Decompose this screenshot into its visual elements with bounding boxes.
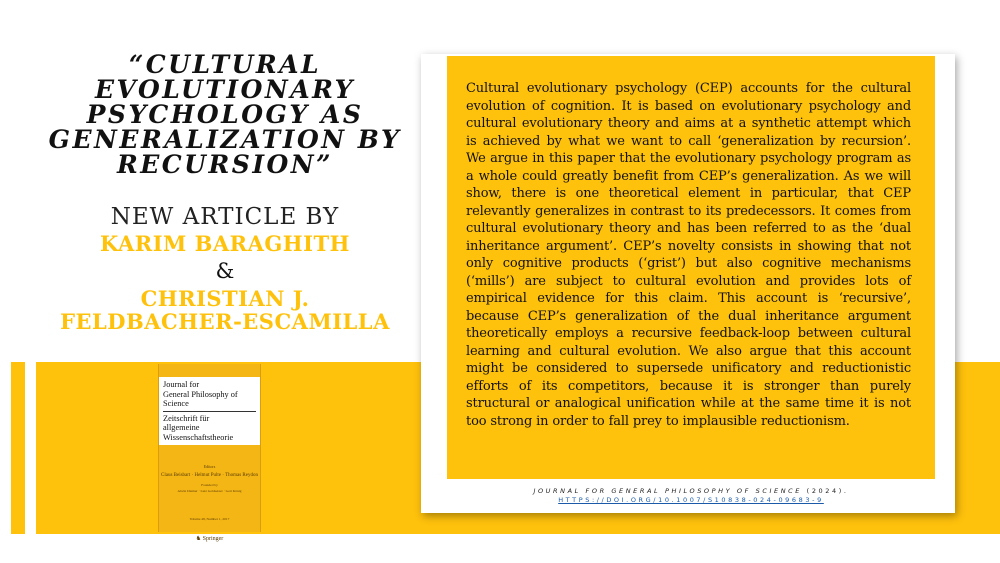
title-line: GENERALIZATION BY — [48, 125, 402, 154]
title-line: “CULTURAL — [128, 50, 322, 79]
journal-cover-image — [158, 364, 261, 542]
cover-journal-line: allgemeine Wissenschaftstheorie — [163, 423, 234, 442]
cover-journal-line: General Philosophy of Science — [163, 389, 238, 408]
cover-volume: Volume 48, Number 1, 2017 — [189, 517, 230, 521]
abstract-text: Cultural evolutionary psychology (CEP) accounts for the cultural evolution of cognition. It is based on evolutionary psychology and cultural evolutionary theory and aims at a synthetic attempt which is achieved by what we want to call ‘generalization by recursion’. We argue in this paper that the evolutionary psychology program as a whole could greatly benefit from CEP’s generalization. As we will show, there is one theoretical element in particular, that CEP relevantly generalizes in contrast to its predecessors. It comes from cultural evolutionary theory and has been referred to as the ‘dual inheritance argument’. CEP’s novelty consists in showing that not only cognitive products (‘grist’) but also cognitive mechanisms (‘mills’) are subject to cultural evolution and provides lots of empirical evidence for this claim. This account is ‘recursive’, because CEP’s generalization of the dual inheritance argument theoretically employs a recursive feedback-loop between cultural learning and cultural evolution. We also argue that this account might be considered to supersede unificatory and reductionistic efforts of its competitors, because it is stronger than purely structural or analogical unification while at the same time it is not too strong in order to fall prey to implausible reductionism. — [466, 81, 911, 429]
cover-journal-line: Journal for — [163, 380, 200, 389]
citation-year: (2024). — [802, 487, 849, 495]
cover-divider — [163, 411, 256, 412]
title-line: RECURSION” — [116, 150, 334, 179]
cover-publisher: Springer — [202, 536, 224, 542]
byline-intro: NEW ARTICLE BY — [110, 204, 340, 230]
decorative-yellow-strip — [11, 362, 25, 534]
doi-link[interactable]: HTTPS://DOI.ORG/10.1007/S10838-024-09683-9 — [558, 496, 824, 504]
cover-publisher-logo — [159, 535, 260, 542]
author-name-1: KARIM BARAGHITH — [100, 231, 350, 256]
cover-journal-line: Zeitschrift für — [163, 413, 210, 423]
citation-journal: JOURNAL FOR GENERAL PHILOSOPHY OF SCIENCE — [533, 487, 803, 495]
cover-editors-label: Editors — [203, 464, 216, 469]
title-line: EVOLUTIONARY — [95, 75, 355, 104]
ampersand: & — [215, 259, 235, 283]
citation — [447, 487, 935, 505]
byline — [30, 202, 420, 333]
article-title — [30, 52, 420, 177]
author-name-2-line-1: CHRISTIAN J. — [140, 286, 310, 311]
title-line: PSYCHOLOGY AS — [86, 100, 364, 129]
cover-founders: Alwin Diemer · Lutz Geldsetzer · Gert König — [177, 489, 242, 493]
cover-title-box — [159, 377, 260, 445]
cover-founded-label: Founded by — [201, 483, 218, 487]
springer-horse-icon: ♞ — [195, 536, 203, 542]
abstract-box — [447, 56, 935, 479]
author-name-2-line-2: FELDBACHER-ESCAMILLA — [60, 309, 390, 334]
cover-editors: Claus Beisbart · Helmut Pulte · Thomas Reydon — [161, 473, 258, 478]
